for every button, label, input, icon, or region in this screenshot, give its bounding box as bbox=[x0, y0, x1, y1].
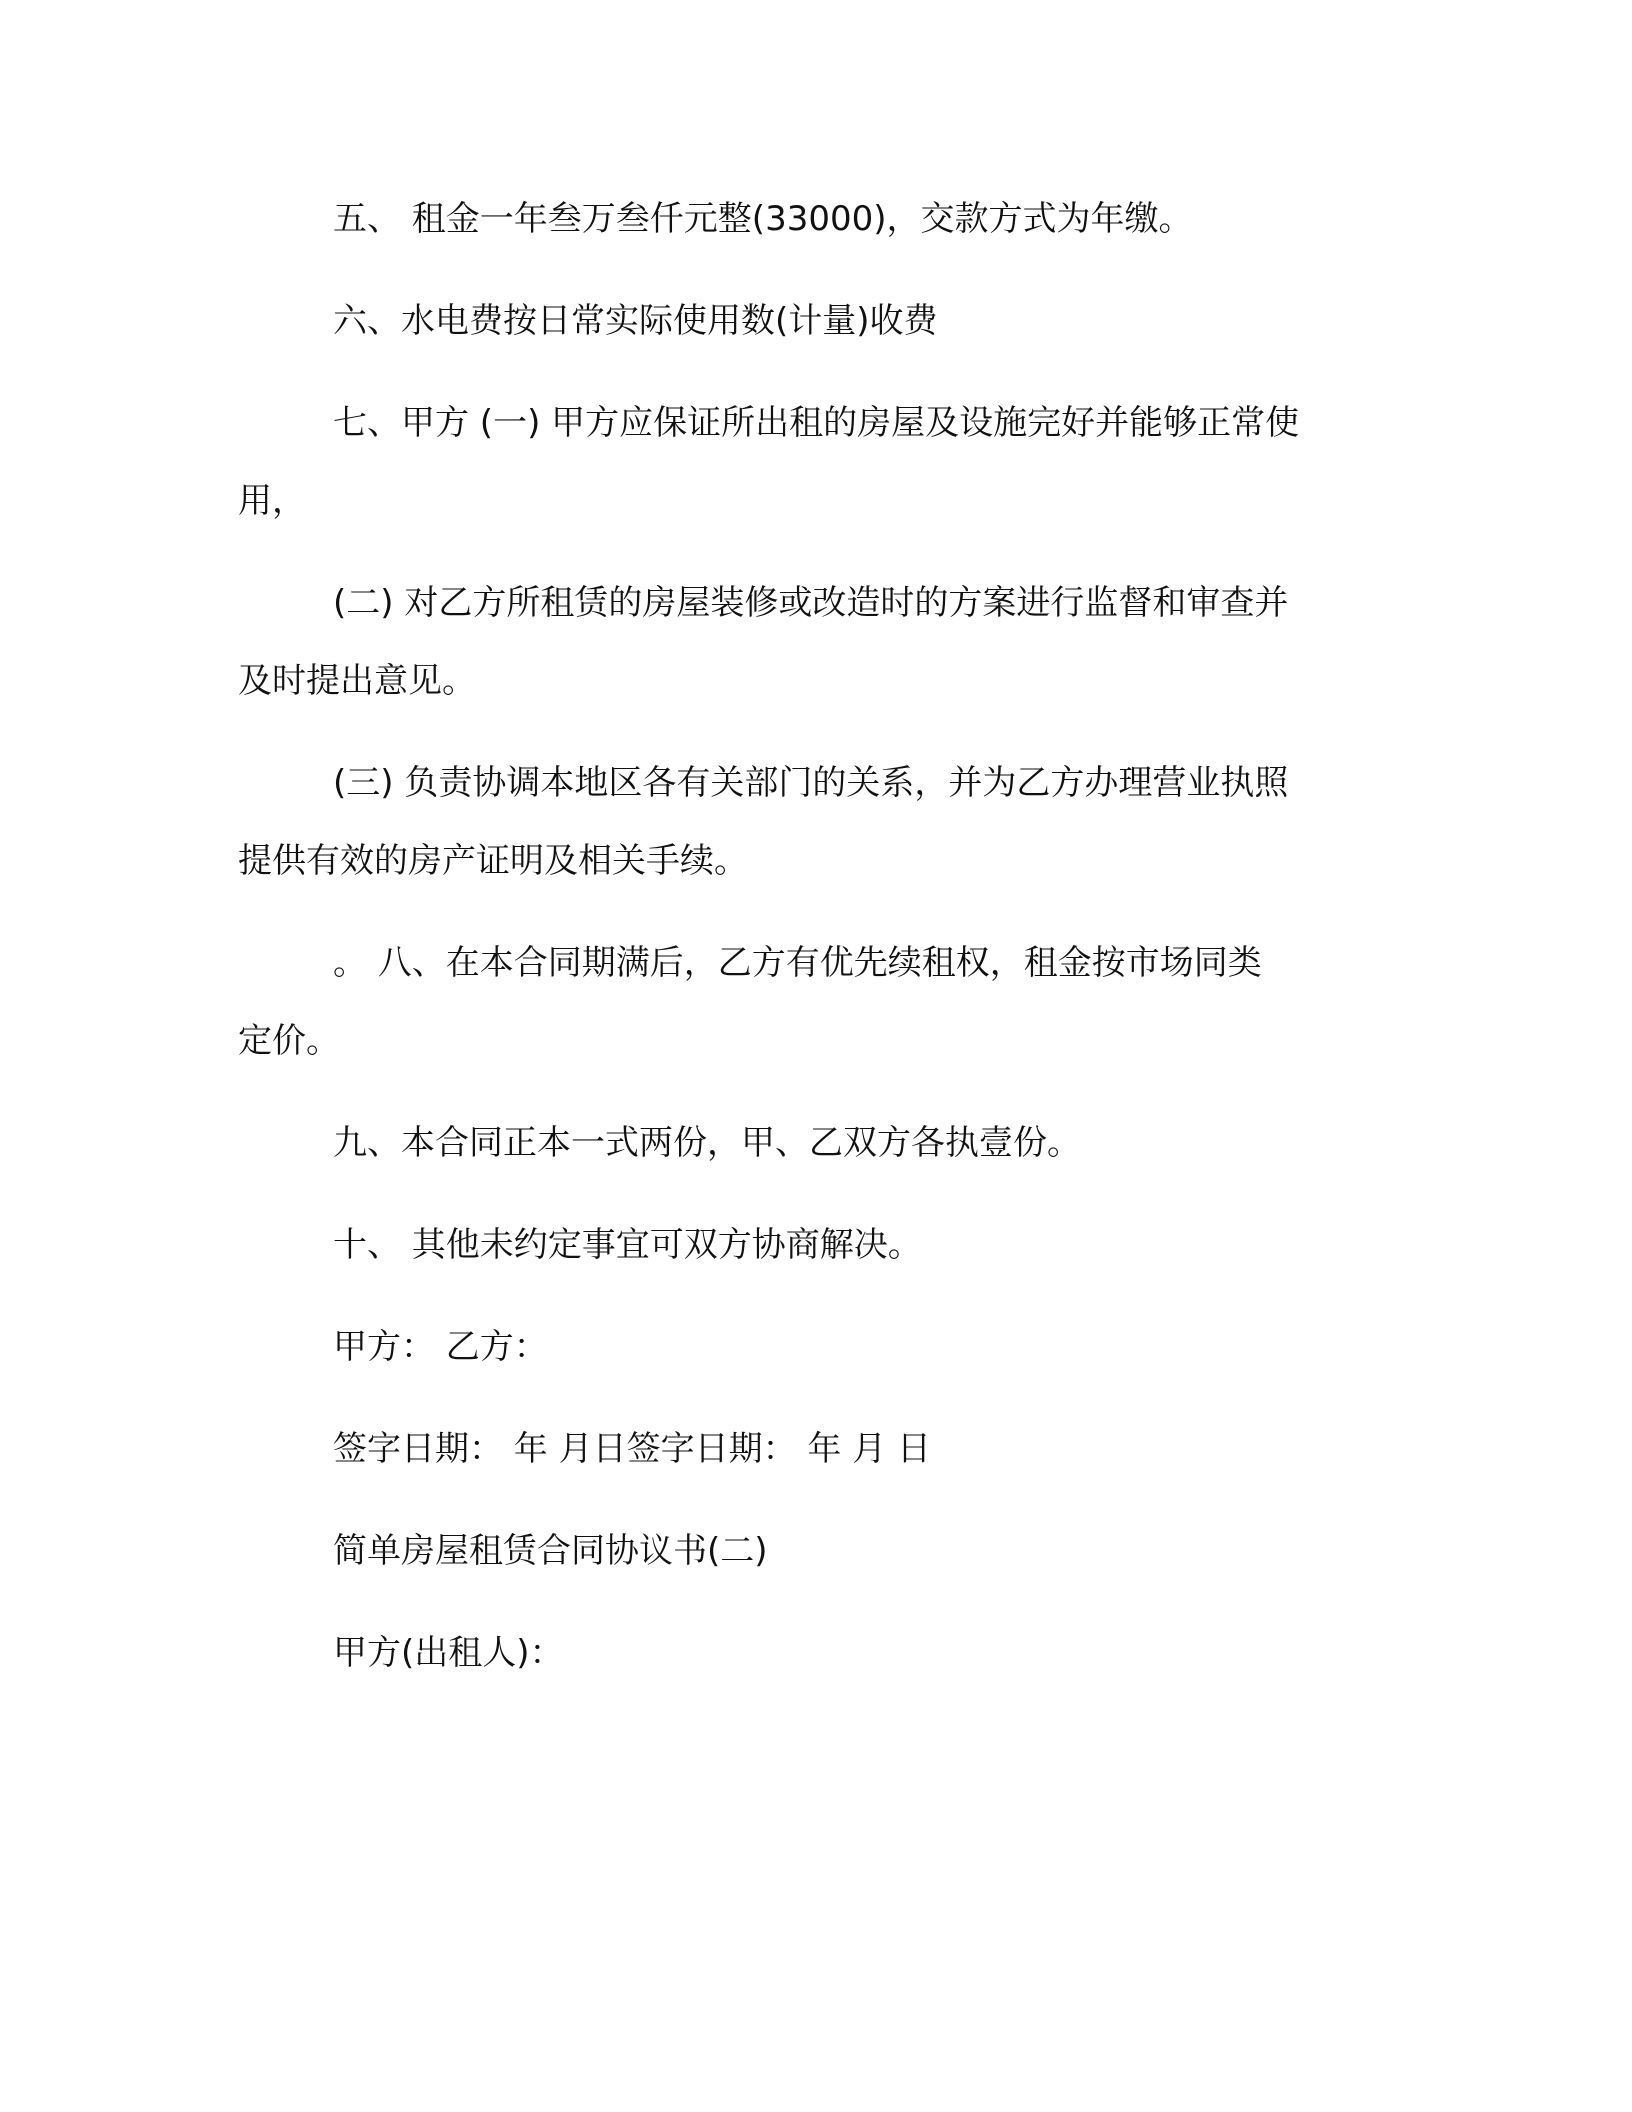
signature-dates: 签字日期： 年 月日签字日期： 年 月 日 bbox=[333, 1429, 932, 1469]
clause-7-item-2-line1: (二) 对乙方所租赁的房屋装修或改造时的方案进行监督和审查并 bbox=[333, 583, 1289, 623]
party-a-lessor: 甲方(出租人)： bbox=[333, 1633, 564, 1673]
signature-parties: 甲方： 乙方： bbox=[333, 1327, 548, 1367]
clause-6-utilities: 六、水电费按日常实际使用数(计量)收费 bbox=[333, 301, 938, 341]
clause-8-renewal-line2: 定价。 bbox=[238, 1021, 340, 1061]
section-title-agreement-2: 简单房屋租赁合同协议书(二) bbox=[333, 1531, 768, 1571]
clause-9-copies: 九、本合同正本一式两份，甲、乙双方各执壹份。 bbox=[333, 1123, 1081, 1163]
clause-7-party-a-line2: 用， bbox=[238, 481, 306, 521]
clause-7-item-2-line2: 及时提出意见。 bbox=[238, 661, 476, 701]
clause-7-party-a-line1: 七、甲方 (一) 甲方应保证所出租的房屋及设施完好并能够正常使 bbox=[333, 403, 1300, 443]
clause-5-rent: 五、 租金一年叁万叁仟元整(33000)，交款方式为年缴。 bbox=[333, 199, 1193, 239]
clause-7-item-3-line1: (三) 负责协调本地区各有关部门的关系，并为乙方办理营业执照 bbox=[333, 763, 1289, 803]
clause-8-renewal-line1: 。 八、在本合同期满后，乙方有优先续租权，租金按市场同类 bbox=[333, 943, 1262, 983]
clause-7-item-3-line2: 提供有效的房产证明及相关手续。 bbox=[238, 841, 748, 881]
clause-10-other: 十、 其他未约定事宜可双方协商解决。 bbox=[333, 1225, 922, 1265]
